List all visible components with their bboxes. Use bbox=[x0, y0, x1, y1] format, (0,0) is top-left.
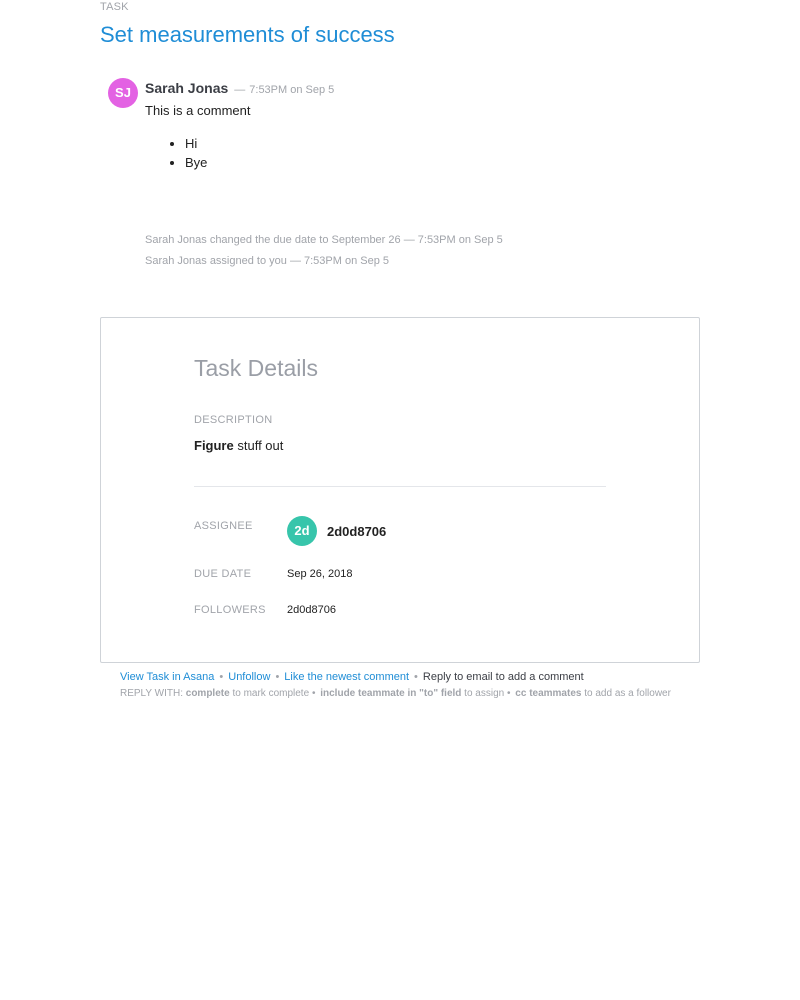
help-complete-rest: to mark complete bbox=[229, 688, 312, 699]
dot-separator: • bbox=[275, 671, 280, 683]
dot-separator: • bbox=[507, 688, 511, 699]
comment bbox=[100, 78, 700, 178]
unfollow-link[interactable]: Unfollow bbox=[228, 671, 271, 683]
followers-value: 2d0d8706 bbox=[287, 604, 336, 616]
activity-assigned bbox=[145, 254, 705, 268]
task-details-title: Task Details bbox=[194, 355, 318, 381]
help-cc: cc teammates bbox=[515, 688, 582, 699]
comment-author: Sarah Jonas bbox=[145, 80, 229, 96]
description-rest: stuff out bbox=[233, 438, 284, 453]
help-cc-rest: to add as a follower bbox=[581, 688, 671, 699]
list-item: • Bye bbox=[185, 153, 685, 172]
comment-body bbox=[145, 78, 685, 172]
due-date-value: Sep 26, 2018 bbox=[287, 568, 353, 580]
comment-separator: — bbox=[234, 84, 246, 96]
assignee-name: 2d0d8706 bbox=[327, 524, 387, 539]
activity-separator: — bbox=[289, 255, 301, 267]
description-text bbox=[194, 438, 283, 453]
footer-links bbox=[120, 670, 700, 685]
help-include-rest: to assign bbox=[461, 688, 507, 699]
followers-label: FOLLOWERS bbox=[194, 604, 266, 616]
assignee-avatar: 2d bbox=[287, 516, 317, 546]
activity-timestamp: 7:53PM on Sep 5 bbox=[304, 255, 390, 267]
task-details-card bbox=[100, 317, 700, 663]
divider bbox=[194, 486, 606, 487]
assignee-label: ASSIGNEE bbox=[194, 520, 253, 532]
activity-due-date bbox=[145, 233, 705, 247]
avatar: SJ bbox=[108, 78, 138, 108]
comment-header bbox=[145, 78, 685, 100]
reply-hint: Reply to email to add a comment bbox=[422, 671, 584, 683]
due-date-label: DUE DATE bbox=[194, 568, 252, 580]
description-label: DESCRIPTION bbox=[194, 414, 273, 426]
view-task-link[interactable]: View Task in Asana bbox=[120, 671, 215, 683]
help-include: include teammate in "to" field bbox=[320, 688, 462, 699]
reply-with-help bbox=[120, 686, 700, 701]
dot-separator: • bbox=[414, 671, 418, 683]
comment-text: This is a comment bbox=[145, 103, 251, 118]
activity-text: Sarah Jonas assigned to you bbox=[145, 255, 287, 267]
activity-separator: — bbox=[403, 234, 415, 246]
dot-separator: • bbox=[311, 688, 316, 699]
activity-timestamp: 7:53PM on Sep 5 bbox=[417, 234, 503, 246]
task-kicker: TASK bbox=[100, 1, 129, 13]
help-prefix: REPLY WITH: bbox=[120, 688, 186, 699]
email-footer bbox=[120, 670, 700, 701]
description-bold: Figure bbox=[194, 438, 234, 453]
email-content bbox=[100, 0, 700, 267]
like-comment-link[interactable]: Like the newest comment bbox=[284, 671, 410, 683]
list-item: • Hi bbox=[185, 134, 685, 153]
comment-timestamp: 7:53PM on Sep 5 bbox=[249, 84, 335, 96]
activity-text: Sarah Jonas changed the due date to September 26 bbox=[145, 234, 401, 246]
help-complete: complete bbox=[185, 688, 230, 699]
comment-list bbox=[145, 134, 685, 172]
task-title-link[interactable]: Set measurements of success bbox=[100, 22, 395, 47]
dot-separator: • bbox=[219, 671, 224, 683]
